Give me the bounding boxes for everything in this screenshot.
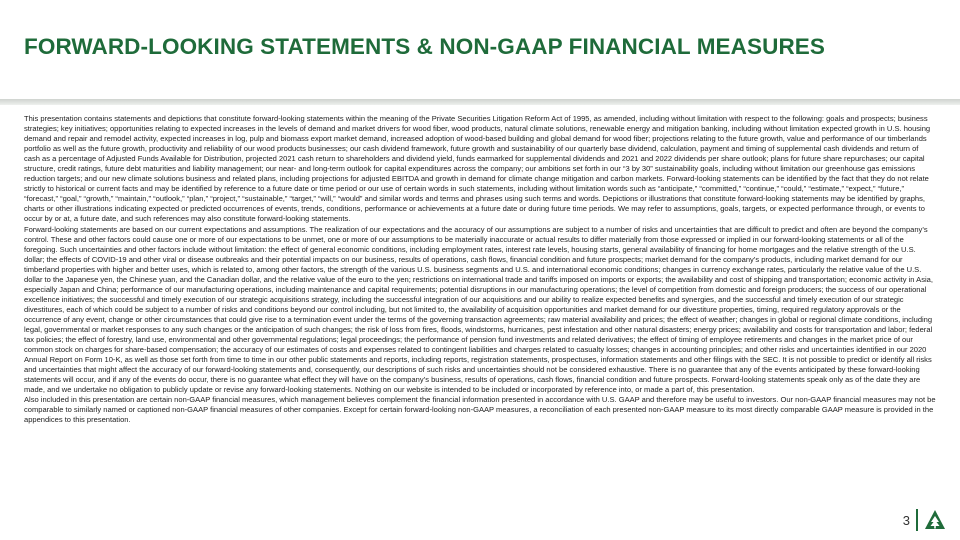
title-divider xyxy=(0,99,960,105)
tree-triangle-logo-icon xyxy=(924,509,946,531)
slide-footer xyxy=(903,508,946,532)
non-gaap-paragraph: Also included in this presentation are certain non-GAAP financial measures, which management believes complement the financial information presented in accordance with U.S. GAAP and therefore may be useful to investors. Our non-GAAP financial measures may not be comparable to similarly named or captioned non-GAAP financial measures of other companies. Except for certain forward-looking non-GAAP measures, a reconciliation of each presented non-GAAP measure to its most directly comparable GAAP measure is provided in the appendices to this presentation. xyxy=(24,395,936,425)
forward-looking-paragraph: This presentation contains statements and depictions that constitute forward-looking statements within the meaning of the Private Securities Litigation Reform Act of 1995, as amended, including without limitation with respect to the following: goals and prospects; business strategies; key initiatives; opportunities relating to expected increases in the levels of demand and market drivers for wood fiber, wood products, natural climate solutions, renewable energy and mitigation banking, including without limitation expected growth in U.S. housing demand and repair and remodel activity, expected increases in log, pulp and biomass export market demand, increased adoption of wood-based building and global demand for wood fiber; projections relating to the future growth, value and performance of our timberlands portfolio as well as the future growth, productivity and reliability of our wood products businesses; our cash dividend framework, future growth and sustainability of our quarterly base dividend, calculation, payment and timing of supplemental cash dividends and return of cash as a percentage of Adjusted Funds Available for Distribution, projected 2021 cash return to shareholders and dividend yield, funds earmarked for supplemental dividends and 2021 and 2022 dividends per share outlook; plans for future share repurchases; our capital structure, credit ratings, future debt maturities and liability management; our near- and long-term outlook for capital expenditures across the company; our ambitions set forth in our “3 by 30” sustainability goals, including without limitation our greenhouse gas emissions reduction targets; and our new climate solutions business and related plans, including projections for adjusted EBITDA and growth in demand for climate change mitigation and carbon markets. Forward-looking statements can be identified by the fact that they do not relate strictly to historical or current facts and may be identified by reference to a future date or time period or our use of certain words in such statements, including without limitation words such as “anticipate,” “committed,” “continue,” “could,” “estimate,” “expect,” “future,” “forecast,” “goal,” “growth,” “maintain,” “outlook,” “plan,” “project,” “sustainable,” “target,” “will,” “would” and similar words and terms and phrases using such terms and words. Depictions or illustrations that constitute forward-looking statements may be identified by graphs, charts or other illustrations indicating expected or predicted occurrences of events, trends, conditions, performance or achievements at a future date or during future time periods. We may refer to assumptions, goals, targets, or expected performance through, or events to occur by or at, a future date, and such references may also constitute forward-looking statements. xyxy=(24,114,931,224)
footer-separator xyxy=(916,509,918,531)
page-number: 3 xyxy=(902,512,910,528)
slide-title: FORWARD-LOOKING STATEMENTS & NON-GAAP FINANCIAL MEASURES xyxy=(24,34,826,59)
disclaimer-body xyxy=(24,114,936,425)
risk-factors-paragraph: Forward-looking statements are based on our current expectations and assumptions. The realization of our expectations and the accuracy of our assumptions are subject to a number of risks and uncertainties that are difficult to predict and often are beyond the company’s control. These and other factors could cause one or more of our expectations to be unmet, one or more of our assumptions to be materially inaccurate or actual results to differ materially from those expressed or implied in our forward-looking statements or all of the foregoing. Such uncertainties and other factors include without limitation: the effect of general economic conditions, including employment rates, interest rate levels, housing starts, general availability of financing for home mortgages and the relative strength of the U.S. dollar; the effects of COVID-19 and other viral or disease outbreaks and their potential impacts on our business, results of operations, cash flows, financial condition and future prospects; market demand for the company’s products, including market demand for our timberland properties with higher and better uses, which is related to, among other factors, the strength of the various U.S. business segments and U.S. and international economic conditions; changes in currency exchange rates, particularly the relative value of the U.S. dollar to the Japanese yen, the Chinese yuan, and the Canadian dollar, and the relative value of the euro to the yen; restrictions on international trade and tariffs imposed on imports or exports; the availability and cost of shipping and transportation; economic activity in Asia, especially Japan and China; performance of our manufacturing operations, including maintenance and capital requirements; potential disruptions in our manufacturing operations; the level of competition from domestic and foreign producers; the success of our operational excellence initiatives; the successful and timely execution of our strategic acquisitions strategy, including the successful integration of our acquisitions and our ability to realize expected benefits and synergies, and the successful and timely execution of our strategic divestitures, each of which could be subject to a number of risks and conditions beyond our control including, but not limited to, the availability of acquisition opportunities and market demand for our divestiture properties, timing, required regulatory approvals or the occurrence of any event, change or other circumstances that could give rise to a termination event under the terms of the governing transaction agreements; raw material availability and prices; the effect of weather; changes in global or regional climate conditions, including legal, governmental or market responses to any such changes or the anticipation of such changes; the risk of loss from fires, floods, windstorms, hurricanes, pest infestation and other natural disasters; energy prices; availability and costs for transportation and labor; federal tax policies; the effect of forestry, land use, environmental and other governmental regulations; legal proceedings; the performance of pension fund investments and related derivatives; the effect of timing of employee retirements and changes in the market price of our common stock on charges for share-based compensation; the accuracy of our estimates of costs and expenses related to contingent liabilities and charges related to casualty losses; changes in accounting principles; and other risks and uncertainties identified in our 2020 Annual Report on Form 10-K, as well as those set forth from time to time in our other public statements and reports, including reports, registration statements, prospectuses, information statements and other filings with the SEC. It is not possible to predict or identify all risks and uncertainties that might affect the accuracy of our forward-looking statements and, consequently, our descriptions of such risks and uncertainties should not be considered exhaustive. There is no guarantee that any of the events anticipated by these forward-looking statements will occur, and if any of the events do occur, there is no guarantee what effect they will have on the company’s business, results of operations, cash flows, financial condition and future prospects. Forward-looking statements speak only as of the date they are made, and we undertake no obligation to publicly update or revise any forward-looking statements. Nothing on our website is intended to be included or incorporated by reference into, or made a part of, this presentation. xyxy=(24,224,933,395)
